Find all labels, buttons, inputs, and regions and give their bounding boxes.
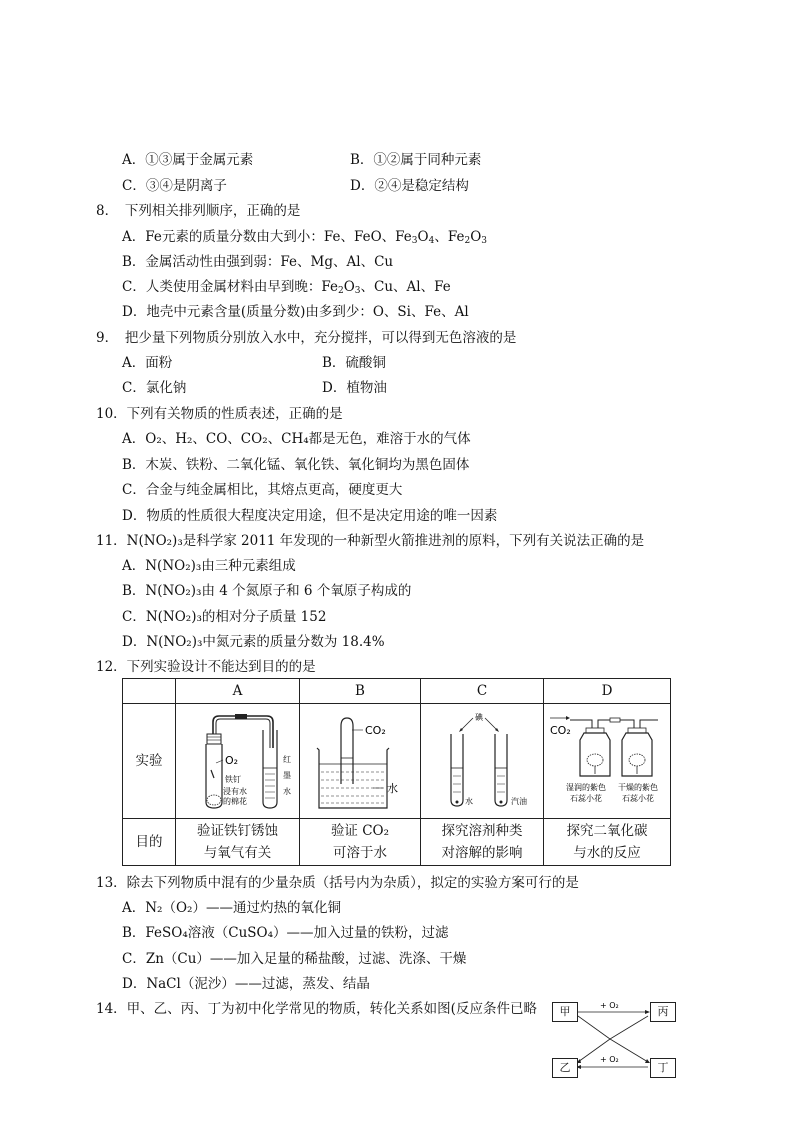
q12-stem: 12．下列实验设计不能达到目的的是	[96, 659, 316, 675]
header-c: C	[421, 679, 544, 704]
iron-rust-apparatus-figure	[179, 708, 297, 814]
label-gasoline: 汽油	[511, 797, 527, 806]
label-wet-cotton-2: 的棉花	[222, 797, 247, 806]
q9-stem: 9． 把少量下列物质分别放入水中，充分搅拌，可以得到无色溶液的是	[96, 330, 517, 346]
row-label-experiment: 实验	[123, 704, 176, 819]
label-red-ink-3: 水	[282, 787, 291, 796]
q10-option-c: C．合金与纯金属相比，其熔点更高，硬度更大	[122, 482, 403, 498]
arrow-bottom-label: + O₂	[600, 1055, 619, 1064]
iodine-solvent-figure	[425, 708, 539, 814]
q10-option-d: D．物质的性质很大程度决定用途，但不是决定用途的唯一因素	[122, 508, 498, 524]
experiment-d-cell	[544, 704, 671, 819]
co2-litmus-flowers-figure	[546, 708, 668, 814]
experiment-b-cell	[300, 704, 421, 819]
q8-stem: 8． 下列相关排列顺序，正确的是	[96, 203, 301, 219]
label-water: 水	[387, 782, 398, 795]
q10-stem: 10．下列有关物质的性质表述，正确的是	[96, 406, 343, 422]
purpose-b: 验证 CO₂ 可溶于水	[300, 819, 421, 866]
label-co2: CO₂	[365, 724, 386, 737]
q8-option-c: C．人类使用金属材料由早到晚：$Fe_2O_3$、Cu、Al、Fe	[122, 279, 451, 296]
q11-stem: 11．N(NO₂)₃是科学家 2011 年发现的一种新型火箭推进剂的原料，下列有关说法正确的是	[96, 533, 645, 549]
q7-option-a: A．①③属于金属元素	[122, 152, 254, 168]
q9-option-a: A．面粉	[122, 355, 173, 371]
table-header-row	[123, 679, 671, 704]
purpose-d: 探究二氧化碳 与水的反应	[544, 819, 671, 866]
label-d-co2: CO₂	[550, 724, 571, 737]
purpose-a: 验证铁钉锈蚀 与氧气有关	[176, 819, 300, 866]
row-label-purpose: 目的	[123, 819, 176, 866]
label-dry-flower-1: 干燥的紫色	[618, 783, 658, 792]
label-wet-cotton-1: 浸有水	[222, 787, 247, 796]
q13-option-b: B．FeSO₄溶液（CuSO₄）——加入过量的铁粉，过滤	[122, 925, 449, 941]
q13-option-c: C．Zn（Cu）——加入足量的稀盐酸，过滤、洗涤、干燥	[122, 951, 467, 967]
label-red-ink-1: 红	[282, 755, 291, 764]
arrow-top-label: + O₂	[600, 1001, 619, 1010]
label-iron-nail: 铁钉	[224, 775, 241, 784]
purpose-row	[123, 819, 671, 866]
q8-option-a: A．Fe元素的质量分数由大到小：Fe、FeO、$Fe_3O_4$、$Fe_2O_3$	[122, 229, 488, 246]
q11-option-b: B．N(NO₂)₃由 4 个氮原子和 6 个氧原子构成的	[122, 583, 412, 599]
q10-option-b: B．木炭、铁粉、二氧化锰、氧化铁、氧化铜均为黑色固体	[122, 457, 470, 473]
header-b: B	[300, 679, 421, 704]
q14-stem: 14．甲、乙、丙、丁为初中化学常见的物质，转化关系如图(反应条件已略	[96, 1001, 537, 1017]
q11-option-c: C．N(NO₂)₃的相对分子质量 152	[122, 609, 327, 625]
experiment-a-cell	[176, 704, 300, 819]
experiment-table	[122, 678, 671, 866]
purpose-c: 探究溶剂种类 对溶解的影响	[421, 819, 544, 866]
label-o2: O₂	[224, 754, 238, 767]
q13-option-d: D．NaCl（泥沙）——过滤，蒸发、结晶	[122, 976, 370, 992]
q13-stem: 13．除去下列物质中混有的少量杂质（括号内为杂质），拟定的实验方案可行的是	[96, 875, 579, 891]
q8-option-b: B．金属活动性由强到弱：Fe、Mg、Al、Cu	[122, 254, 394, 270]
q9-option-c: C．氯化钠	[122, 380, 187, 396]
label-wet-flower-2: 石蕊小花	[570, 794, 602, 803]
header-empty	[123, 679, 176, 704]
label-iodine: 碘	[475, 713, 483, 722]
box-jia: 甲	[552, 1002, 578, 1022]
q13-option-a: A．N₂（O₂）——通过灼热的氧化铜	[122, 900, 341, 916]
label-c-water: 水	[465, 797, 473, 806]
co2-water-beaker-figure	[303, 708, 417, 814]
box-ding: 丁	[650, 1058, 676, 1078]
q9-option-d: D．植物油	[322, 380, 387, 396]
q7-option-b: B．①②属于同种元素	[350, 152, 482, 168]
header-a: A	[176, 679, 300, 704]
label-wet-flower-1: 湿润的紫色	[566, 783, 606, 792]
q8-option-d: D．地壳中元素含量(质量分数)由多到少：O、Si、Fe、Al	[122, 304, 469, 320]
q11-option-d: D．N(NO₂)₃中氮元素的质量分数为 18.4%	[122, 634, 385, 650]
experiment-row	[123, 704, 671, 819]
experiment-c-cell	[421, 704, 544, 819]
label-red-ink-2: 墨	[282, 771, 291, 780]
label-dry-flower-2: 石蕊小花	[622, 794, 654, 803]
box-yi: 乙	[552, 1058, 578, 1078]
box-bing: 丙	[650, 1002, 676, 1022]
q10-option-a: A．O₂、H₂、CO、CO₂、CH₄都是无色，难溶于水的气体	[122, 431, 471, 447]
q7-option-d: D．②④是稳定结构	[350, 178, 469, 194]
q11-option-a: A．N(NO₂)₃由三种元素组成	[122, 558, 296, 574]
q9-option-b: B．硫酸铜	[322, 355, 386, 371]
header-d: D	[544, 679, 671, 704]
q7-option-c: C．③④是阴离子	[122, 178, 227, 194]
